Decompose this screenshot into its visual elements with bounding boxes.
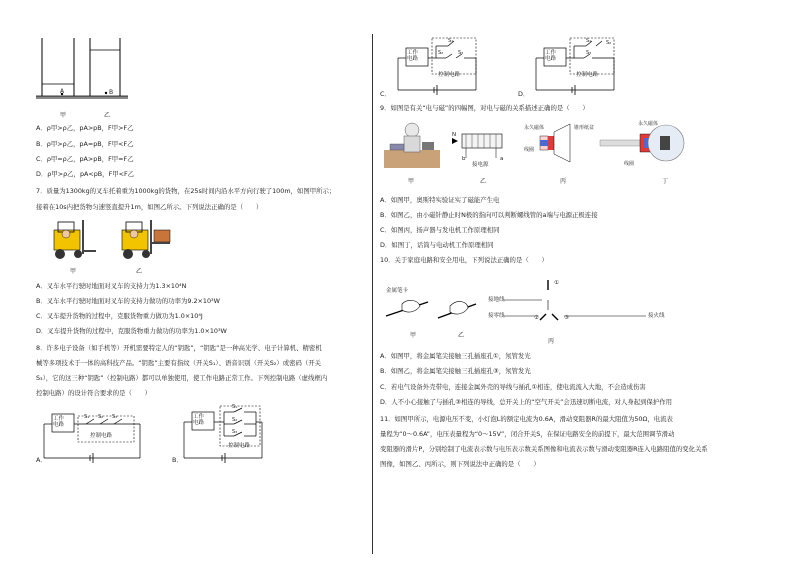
q9-label-power: 接电源 — [472, 162, 489, 168]
q7-option-a: A．叉车水平行驶时地面对叉车的支持力为1.3×10⁴N — [36, 282, 187, 290]
circuit-c-s2: S₂ — [438, 50, 444, 56]
forklift-caption-jia: 甲 — [70, 268, 77, 275]
q10-caption-bing: 丙 — [548, 338, 555, 345]
q9-label-coil: 线圈 — [524, 147, 535, 153]
q8-option-a-label: A． — [36, 456, 47, 464]
q9-option-d: D．如图丁，话筒与电动机工作原理相同 — [380, 241, 494, 249]
circuit-a-s3: S₃ — [112, 414, 118, 420]
q10-option-a: A．如图甲，将金属笔尖接触三孔插座孔①，氖管发光 — [380, 352, 531, 360]
fig-caption-yi: 乙 — [104, 112, 111, 119]
q7-line-2: 接着在10s内把货物匀速竖直提升1m，如图乙所示。下列说法正确的是（ ） — [36, 203, 263, 211]
forklift-figure-jia — [48, 220, 100, 262]
q9-option-b: B．如图乙，由小磁针静止时N极的指向可以判断螺线管的a端与电源正极连接 — [380, 211, 598, 219]
q11-line-3: 变阻器的滑片P，分别绘制了电流表示数与电压表示数关系图像和电流表示数与滑动变阻器R连入电路阻值的变化关系 — [380, 445, 708, 453]
circuit-a-ctrl-label: 控制电路 — [90, 433, 113, 439]
circuit-d-s1: S₁ — [586, 38, 592, 44]
q9-label-a: a — [500, 156, 504, 162]
q10-hole-2: ② — [534, 315, 539, 321]
q7-option-c: C．叉车提升货物的过程中，克服货物重力做功为1.0×10⁴J — [36, 312, 203, 320]
q7-option-b: B．叉车水平行驶时地面对叉车的支持力做功的功率为9.2×10³W — [36, 297, 220, 305]
circuit-c-ctrl-label: 控制电路 — [438, 72, 461, 78]
q10-hole-1: ① — [554, 280, 559, 286]
left-column — [0, 0, 370, 562]
q10-caption-yi: 乙 — [458, 332, 465, 339]
circuit-d-s3: S₃ — [586, 50, 592, 56]
q9-label-cone: 锥形纸盆 — [574, 125, 595, 131]
q10-hole-3: ③ — [564, 315, 569, 321]
circuit-d-ctrl-label: 控制电路 — [576, 72, 599, 78]
q8-option-b-label: B． — [172, 456, 183, 464]
q8-option-c-label: C． — [380, 90, 391, 98]
q9-caption-jia: 甲 — [408, 178, 415, 185]
forklift-figure-yi — [116, 220, 178, 262]
q10-option-c: C．若电气设备外壳带电，连接金属外壳的导线与插孔①相连，使电流流入大地，不会造成伤害 — [380, 383, 646, 391]
q9-caption-bing: 丙 — [560, 178, 567, 185]
q10-fig-jia-hand — [384, 296, 434, 322]
circuit-b-work-box: 工作 电路 — [193, 414, 205, 426]
q6-option-b: B．ρ甲>ρ乙，pA=pB，F甲<F乙 — [36, 140, 134, 148]
q7-line-1: 7．质量为1300kg的叉车托着重为1000kg的货物，在25s时间内沿水平方向行驶了100m，如图甲所示； — [36, 187, 336, 195]
fig-caption-jia: 甲 — [60, 112, 67, 119]
q9-caption-ding: 丁 — [662, 178, 669, 185]
q6-option-c: C．ρ甲=ρ乙，pA>pB，F甲=F乙 — [36, 155, 134, 163]
q10-label-ground-wire: 接地线 — [488, 297, 505, 303]
circuit-a-s2: S₂ — [98, 414, 104, 420]
q6-option-d: D．ρ甲>ρ乙，pA<pB，F甲<F乙 — [36, 170, 135, 178]
point-a-label: A — [60, 88, 65, 95]
right-column — [376, 0, 794, 562]
q7-option-d: D．叉车提升货物的过程中，克服货物重力做功的功率为1.0×10³W — [36, 327, 227, 335]
q11-line-4: 图像，如图乙、丙所示，则下列说法中正确的是（ ） — [380, 460, 540, 468]
circuit-b-s3: S₃ — [232, 429, 238, 435]
circuit-a-s1: S₁ — [84, 414, 90, 420]
q9-label-magnet-2: 永久磁体 — [638, 121, 659, 127]
q10-label-live-wire: 接火线 — [648, 313, 665, 319]
q8-line-3: S₃），它的这三种“钥匙”（控制电路）都可以单独使用，使工作电路正常工作。下列控制电路（虚线框内 — [36, 374, 328, 382]
circuit-c-s1: S₁ — [448, 38, 454, 44]
q11-line-2: 量程为“0～0.6A”，电压表量程为“0～15V”，闭合开关S，在保证电路安全的前提下，最大范围调节滑动 — [380, 430, 675, 438]
q10-fig-bing-socket — [486, 272, 666, 342]
circuit-b-ctrl-label: 控制电路 — [228, 443, 251, 449]
q10-caption-jia: 甲 — [410, 332, 417, 339]
q11-line-1: 11．如图甲所示，电源电压不变，小灯泡L的额定电流为0.6A，滑动变阻器R的最大阻值为50Ω，电流表 — [380, 415, 673, 423]
q9-caption-yi: 乙 — [480, 178, 487, 185]
q9-fig-ding-microphone — [600, 120, 690, 168]
circuit-c-s3: S₃ — [458, 50, 464, 56]
q6-option-a: A．ρ甲>ρ乙，pA>pB，F甲>F乙 — [36, 124, 134, 132]
circuit-d-work-box: 工作 电路 — [545, 50, 557, 62]
q10-option-b: B．如图乙，将金属笔尖接触三孔插座孔③，氖管发光 — [380, 367, 531, 375]
q10-fig-yi-hand — [436, 296, 480, 322]
q8-option-d-label: D． — [518, 90, 530, 98]
q9-label-magnet: 永久磁体 — [524, 125, 545, 131]
q8-line-1: 8．许多电子设备（如手机等）开机需要特定人的“钥匙”，“钥匙”是一种高光学、电子计算机、精密机 — [36, 344, 322, 352]
q10-title: 10．关于家庭电路和安全用电，下列说法正确的是（ ） — [380, 256, 548, 264]
q9-fig-jia-oersted — [384, 120, 440, 168]
q9-option-a: A．如图甲，奥斯特实验证实了磁能产生电 — [380, 196, 500, 204]
q8-line-2: 械等多项技术于一体的高科技产品。“钥匙”主要有指纹（开关S₁）、语音识别（开关S₂）或密码（开关 — [36, 359, 322, 367]
circuit-b-s2: S₂ — [232, 417, 238, 423]
column-divider — [372, 34, 373, 554]
q9-label-coil-2: 线圈 — [624, 161, 635, 167]
q9-title: 9．如图是有关“电与磁”的四幅图，对电与磁的关系描述正确的是（ ） — [380, 104, 589, 112]
containers-figure — [36, 38, 136, 104]
point-b-label: B — [109, 89, 114, 96]
q9-option-c: C．如图丙，扬声器与发电机工作原理相同 — [380, 226, 500, 234]
q10-label-metal-clip: 金属笔卡 — [386, 288, 409, 294]
circuit-d — [534, 38, 624, 98]
q9-label-b: b — [462, 156, 466, 162]
q9-label-n: N — [452, 132, 457, 138]
q10-label-neutral-wire: 接零线 — [488, 313, 505, 319]
circuit-a-work-box: 工作 电路 — [53, 416, 65, 428]
circuit-d-s2: S₂ — [606, 40, 612, 46]
forklift-caption-yi: 乙 — [136, 268, 143, 275]
circuit-c-work-box: 工作 电路 — [407, 50, 419, 62]
q8-line-4: 控制电路）的设计符合要求的是（ ） — [36, 389, 152, 397]
q10-option-d: D．人不小心接触了与插孔③相连的导线，总开关上的“空气开关”会迅速切断电流，对人身起到保护作用 — [380, 398, 673, 406]
circuit-c — [396, 38, 486, 98]
circuit-b-s1: S₁ — [232, 404, 238, 410]
